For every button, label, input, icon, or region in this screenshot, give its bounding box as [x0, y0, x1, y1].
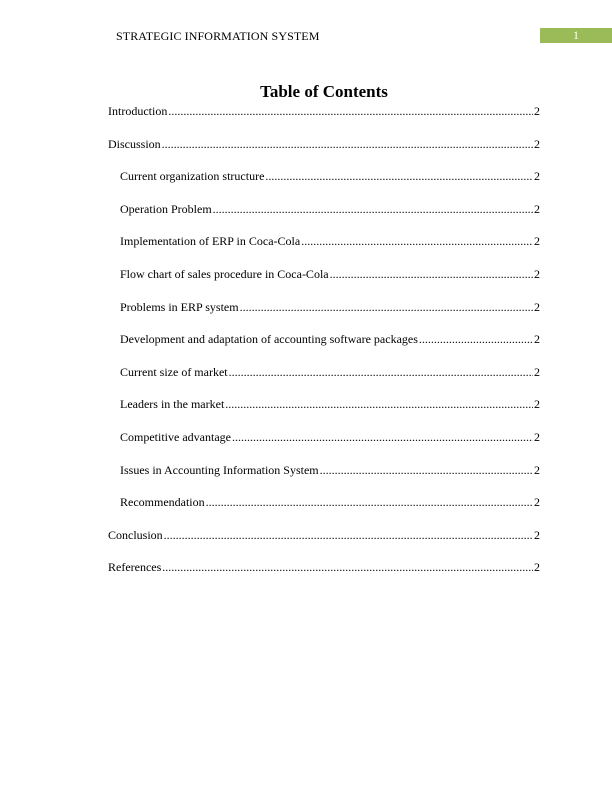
toc-leader-dots	[213, 201, 533, 217]
toc-entry-discussion[interactable]	[108, 136, 540, 169]
toc-entry-label: Recommendation	[120, 495, 205, 510]
toc-entry-page: 2	[534, 266, 540, 281]
toc-entry-page: 2	[534, 462, 540, 477]
toc-entry-label: Current size of market	[120, 364, 228, 379]
toc-entry-current-size-of-market[interactable]	[108, 364, 540, 397]
toc-leader-dots	[168, 103, 533, 119]
toc-entry-operation-problem[interactable]	[108, 201, 540, 234]
toc-entry-issues-in-ais[interactable]	[108, 462, 540, 495]
toc-entry-page: 2	[534, 560, 540, 575]
toc-entry-page: 2	[534, 397, 540, 412]
toc-entry-competitive-advantage[interactable]	[108, 429, 540, 462]
toc-entry-label: Development and adaptation of accounting software packages	[120, 332, 418, 347]
toc-entry-label: Issues in Accounting Information System	[120, 462, 319, 477]
toc-leader-dots	[419, 331, 533, 347]
toc-entry-references[interactable]	[108, 559, 540, 592]
toc-leader-dots	[265, 168, 533, 184]
toc-entry-label: Competitive advantage	[120, 429, 231, 444]
toc-entry-implementation-of-erp[interactable]	[108, 233, 540, 266]
toc-leader-dots	[162, 136, 533, 152]
toc-entry-label: Conclusion	[108, 527, 163, 542]
toc-leader-dots	[162, 559, 533, 575]
toc-leader-dots	[320, 462, 533, 478]
toc-entry-page: 2	[534, 495, 540, 510]
running-header-title: STRATEGIC INFORMATION SYSTEM	[116, 29, 320, 43]
toc-entry-current-organization-structure[interactable]	[108, 168, 540, 201]
toc-title: Table of Contents	[260, 82, 388, 101]
toc-entry-recommendation[interactable]	[108, 494, 540, 527]
toc-entry-page: 2	[534, 332, 540, 347]
toc-entry-page: 2	[534, 299, 540, 314]
toc-leader-dots	[301, 233, 533, 249]
toc-entry-label: Discussion	[108, 136, 161, 151]
toc-leader-dots	[164, 527, 533, 543]
toc-entry-flow-chart-of-sales[interactable]	[108, 266, 540, 299]
toc-entry-introduction[interactable]	[108, 103, 540, 136]
toc-entry-label: Current organization structure	[120, 169, 265, 184]
table-of-contents	[108, 103, 540, 592]
toc-entry-page: 2	[534, 104, 540, 118]
toc-entry-page: 2	[534, 136, 540, 151]
page-number-badge: 1	[540, 28, 612, 43]
toc-leader-dots	[206, 494, 533, 510]
toc-entry-page: 2	[534, 364, 540, 379]
toc-leader-dots	[330, 266, 533, 282]
toc-entry-page: 2	[534, 169, 540, 184]
toc-entry-label: Operation Problem	[120, 201, 212, 216]
toc-entry-label: References	[108, 560, 162, 575]
toc-leader-dots	[225, 396, 533, 412]
toc-entry-label: Implementation of ERP in Coca-Cola	[120, 234, 301, 249]
toc-leader-dots	[232, 429, 533, 445]
toc-entry-label: Flow chart of sales procedure in Coca-Cola	[120, 266, 329, 281]
toc-entry-leaders-in-the-market[interactable]	[108, 396, 540, 429]
toc-entry-page: 2	[534, 234, 540, 249]
toc-entry-problems-in-erp[interactable]	[108, 299, 540, 332]
toc-entry-label: Leaders in the market	[120, 397, 225, 412]
toc-entry-page: 2	[534, 429, 540, 444]
toc-entry-page: 2	[534, 527, 540, 542]
toc-entry-development-and-adaptation[interactable]	[108, 331, 540, 364]
toc-leader-dots	[229, 364, 533, 380]
toc-entry-page: 2	[534, 201, 540, 216]
toc-entry-label: Introduction	[108, 104, 168, 118]
toc-entry-label: Problems in ERP system	[120, 299, 239, 314]
toc-entry-conclusion[interactable]	[108, 527, 540, 560]
toc-leader-dots	[240, 299, 533, 315]
